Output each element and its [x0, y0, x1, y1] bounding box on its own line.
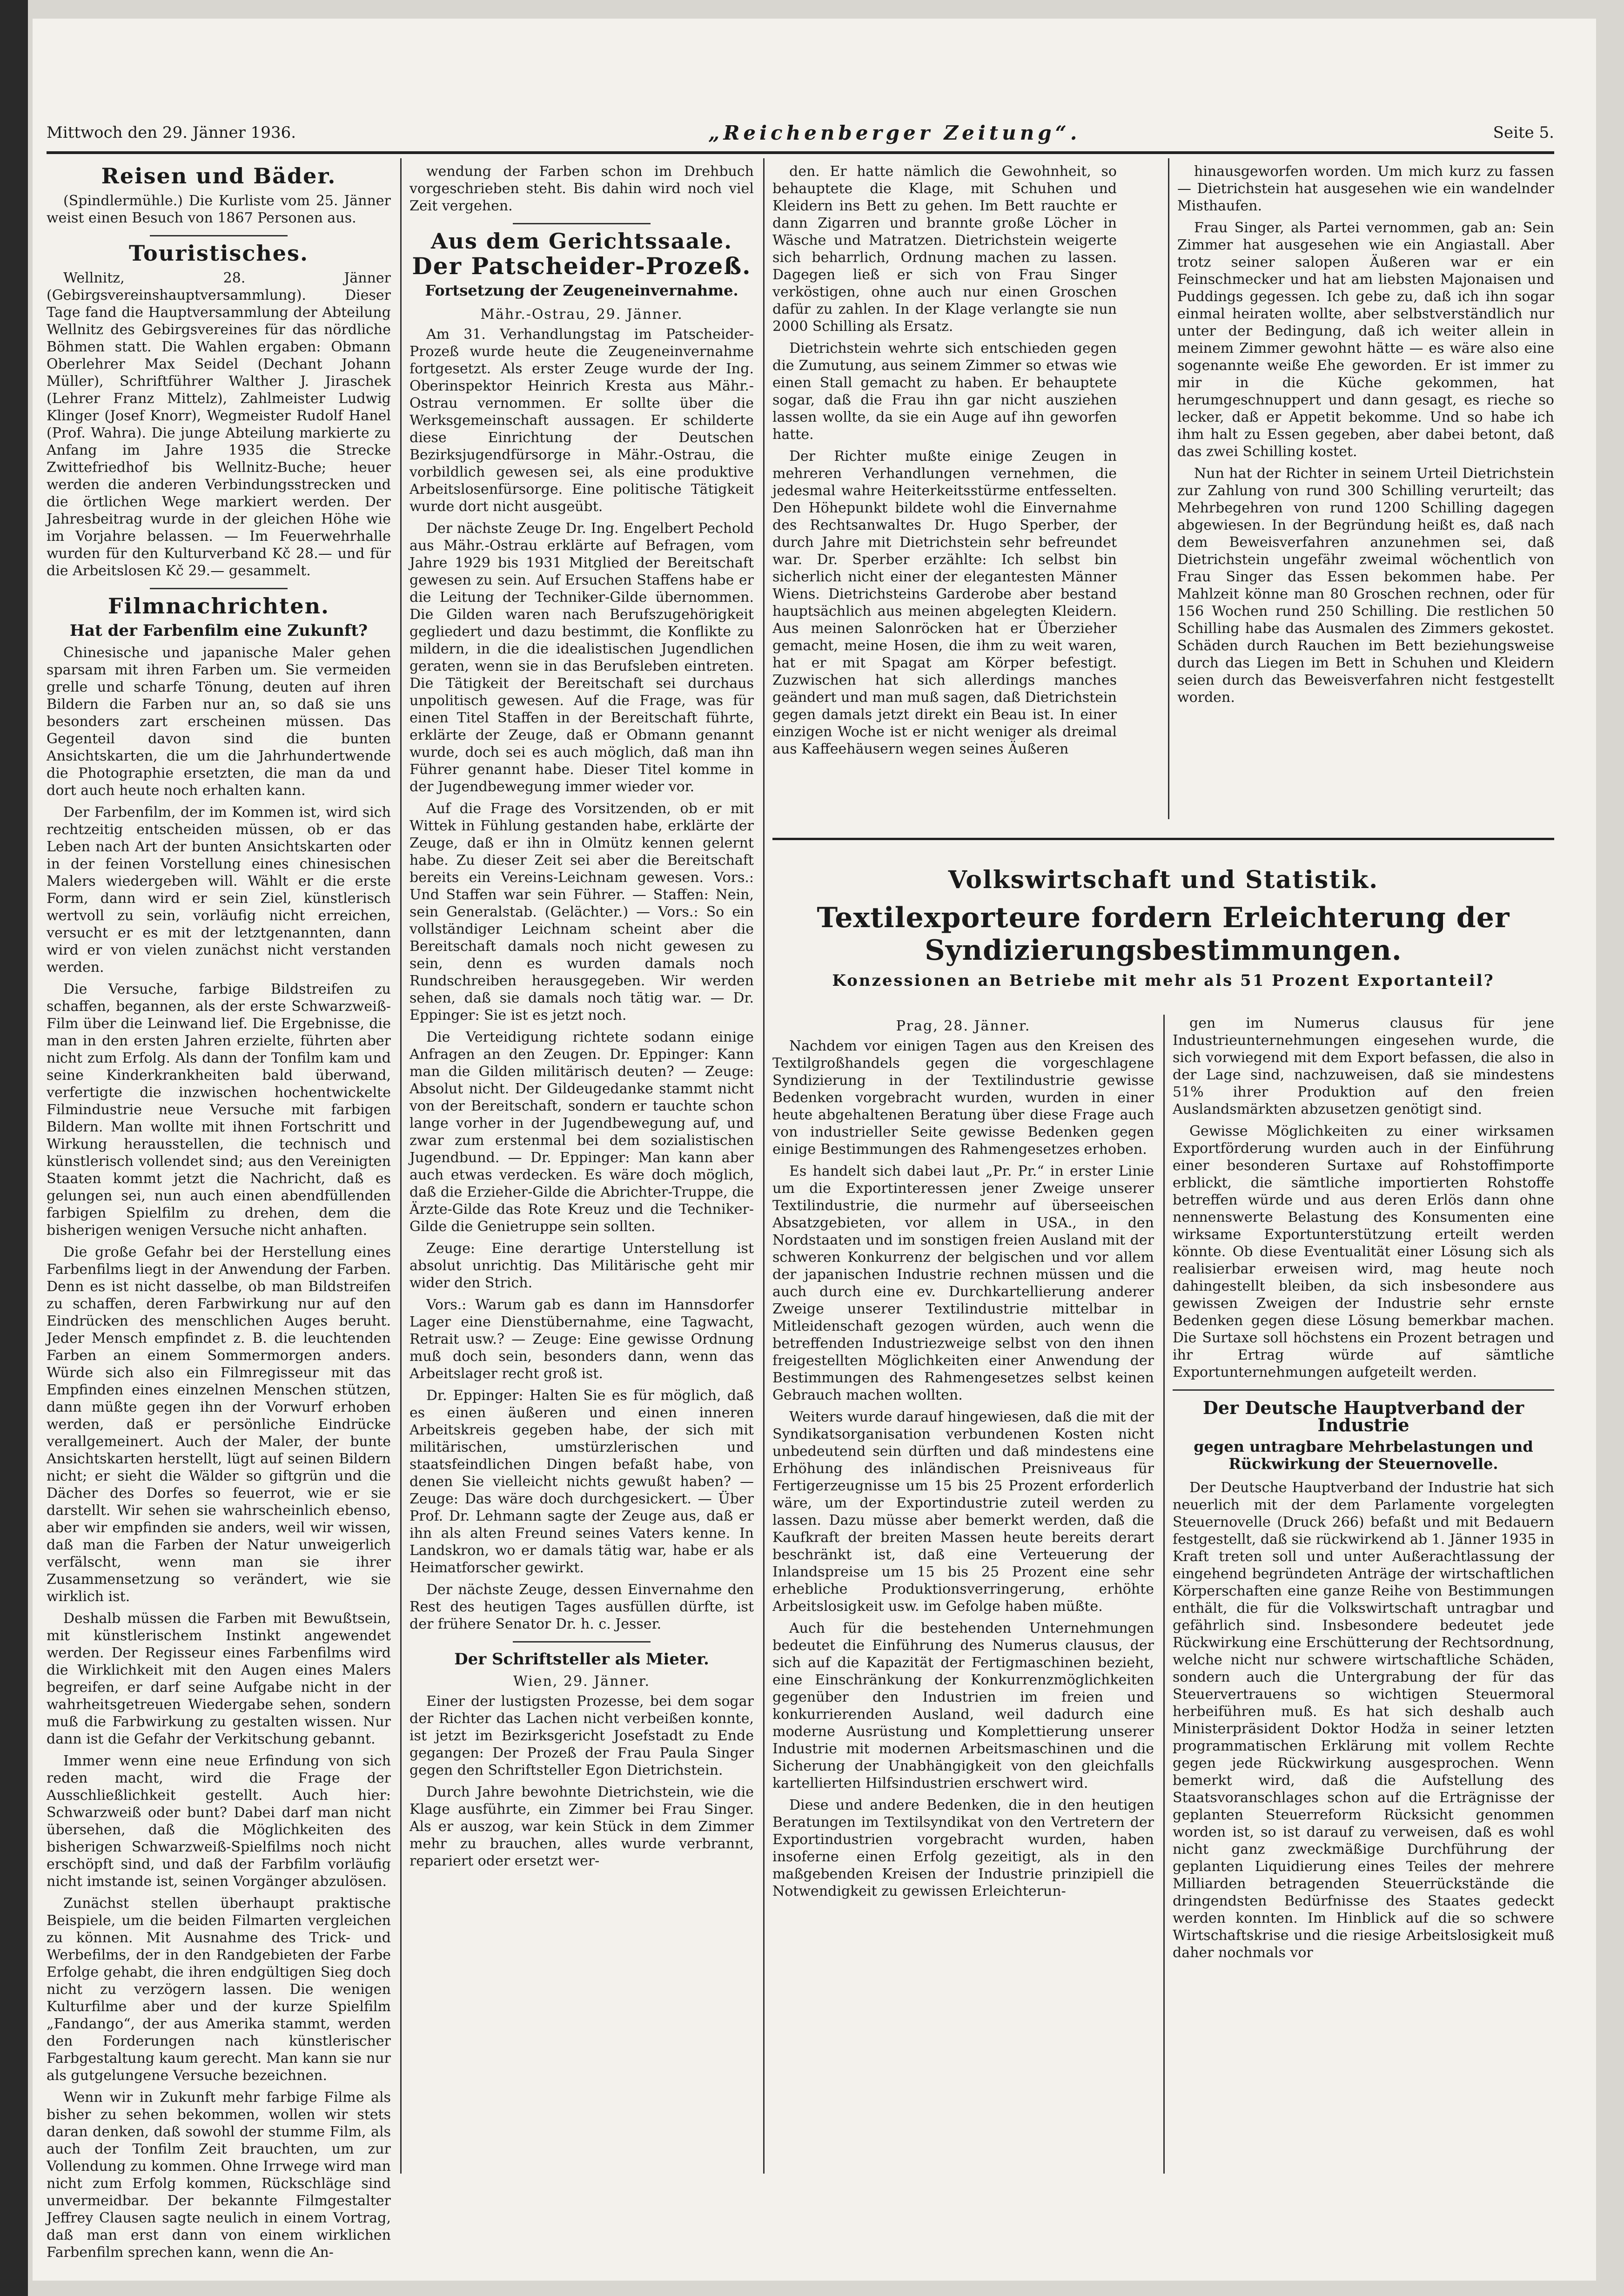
paragraph: Diese und andere Bedenken, die in den heutigen Beratungen im Textilsyndikat von den Vertretern der Exportindustrien vorgebracht wurden, haben insoferne einen Erfolg gezeitigt, als in den maßgebenden Kreisen der Industrie prinzipiell die Notwendigkeit zu gewissen Erleichterun-: [772, 1797, 1154, 1899]
paragraph: Auf die Frage des Vorsitzenden, ob er mit Wittek in Fühlung gestanden habe, erklärte der Zeuge, daß er ihn in Olmütz kennen gelernt habe. Zu dieser Zeit sei aber die Bereitschaft bereits ein Vereins-Leichnam gewesen. Vors.: Und Staffen war sein Führer. — Staffen: Nein, sein Generalstab. (Gelächter.) — Vors.: So ein vollständiger Leichnam scheint aber die Bereitschaft damals noch nicht gewesen zu sein, denn es wurden damals noch Rundschreiben herausgegeben. Wir werden sehen, daß sie damals noch tätig war. — Dr. Eppinger: Sie ist es jetzt noch.: [409, 801, 754, 1023]
paragraph: Auch für die bestehenden Unternehmungen bedeutet die Einführung des Numerus clausus, der sich auf die Kapazität der Fertigmaschinen bezieht, eine Einschränkung der Konkurrenzmöglichkeiten gegenüber den Industrien im freien und konkurrierenden Ausland, weil dadurch eine moderne Ausrüstung und Komplettierung unserer Industrie mit modernen Arbeitsmaschinen und die Sicherung der Unabhängigkeit von den gleichfalls kartellierten Hilfsindustrien erschwert wird.: [772, 1620, 1154, 1791]
separator: [150, 588, 288, 589]
article-headline: Hat der Farbenfilm eine Zukunft?: [69, 621, 368, 640]
paragraph: Der Deutsche Hauptverband der Industrie hat sich neuerlich mit der dem Parlamente vorgelegten Steuernovelle (Druck 266) befaßt und mit Bedauern festgestellt, daß sie rückwirkend ab 1. Jänner 1935 in Kraft treten soll und unter Außerachtlassung der eingehend begründeten Anträge der wirtschaftlichen Körperschaften eine ganze Reihe von Bestimmungen enthält, die für die Volkswirtschaft untragbar und gefährlich sind. Insbesondere bedeutet jede Rückwirkung eine Erschütterung der Rechtsordnung, welche nicht nur schwere wirtschaftliche Schäden, sondern auch die Untergrabung der für das Steuervertrauens so wichtigen Steuermoral herbeiführen muß. Es hat sich deshalb auch Ministerpräsident Doktor Hodža in seiner letzten programmatischen Erklärung mit vollem Rechte gegen jede Rückwirkung ausgesprochen. Wenn bemerkt wird, daß die Aufstellung des Staatsvoranschlages schon auf die Erträgnisse der geplanten Steuerreform Rücksicht genommen worden ist, so ist darauf zu verweisen, daß es wohl nicht ganz zweckmäßige Durchführung der geplanten Liquidierung eines Teiles der mehrere Milliarden betragenden Steuerrückstände die dringendsten Bedürfnisse des Staates gedeckt werden konnten. Im Hinblick auf die so schwere Wirtschaftskrise und die riesige Arbeitslosigkeit muß daher nochmals vor: [1173, 1480, 1554, 1961]
paragraph: Frau Singer, als Partei vernommen, gab an: Sein Zimmer hat ausgesehen wie ein Angiastall. Aber trotz seiner salopen Äußeren war er ein Feinschmecker und hat am liebsten Majonaisen und Puddings gegessen. Ich gebe zu, daß ich ihn sogar einmal heiraten wollte, aber selbstverständlich nur unter der Bedingung, daß ich weiter allein in meinem Zimmer gewohnt hätte — es wäre also eine sogenannte weiße Ehe geworden. Er ist immer zu mir in die Küche gekommen, hat herumgeschnuppert und dann gesagt, es rieche so lecker, daß er Appetit bekomme. Und so habe ich ihm halt zu Essen gegeben, aber dabei betont, daß das zwei Schilling kostet.: [1177, 220, 1554, 460]
paragraph: Chinesische und japanische Maler gehen sparsam mit ihren Farben um. Sie vermeiden grelle und scharfe Tönung, deuten auf ihren Bildern die Farben nur an, so daß sie uns besonders zart erscheinen müssen. Das Gegenteil davon sind die bunten Ansichtskarten, die um die Jahrhundertwende die Photographie ersetzten, die man da und dort auch heute noch erhalten kann.: [47, 645, 391, 799]
article-headline: Der Patscheider-Prozeß.: [412, 252, 752, 280]
paragraph: Die Verteidigung richtete sodann einige Anfragen an den Zeugen. Dr. Eppinger: Kann man die Gilden militärisch deuten? — Zeuge: Absolut nicht. Der Gildeugedanke stammt nicht von der Bereitschaft, sondern er tauchte schon lange vorher in der Jugendbewegung auf, und zwar zum erstenmal bei dem sozialistischen Jugendbund. — Dr. Eppinger: Man kann aber auch etwas verdecken. Es wäre doch möglich, daß die Erzieher-Gilde die Abrichter-Truppe, die Ärzte-Gilde das Rote Kreuz und die Techniker-Gilde die Genietruppe sein sollten.: [409, 1029, 754, 1235]
paragraph: gen im Numerus clausus für jene Industrieunternehmungen eingesehen wurde, die sich vorwiegend mit dem Export befassen, die also in der Lage sind, nachzuweisen, daß sie mindestens 51% ihrer Produktion auf den freien Auslandsmärkten abzusetzen genötigt sind.: [1173, 1015, 1554, 1118]
paragraph: Am 31. Verhandlungstag im Patscheider-Prozeß wurde heute die Zeugeneinvernahme fortgesetzt. Als erster Zeuge wurde der Ing. Oberinspektor Heinrich Kresta aus Mähr.-Ostrau vernommen. Er sollte über die Werksgemeinschaft aussagen. Er schilderte diese Einrichtung der Deutschen Bezirksjugendfürsorge in Mähr.-Ostrau, die vorbildlich gewesen sei, als eine produktive Arbeitslosenfürsorge. Eine politische Tätigkeit wurde dort nicht ausgeübt.: [409, 326, 754, 515]
article-subheadline: Fortsetzung der Zeugeneinvernahme.: [425, 282, 738, 299]
paragraph: wendung der Farben schon im Drehbuch vorgeschrieben steht. Bis dahin wird noch viel Zeit vergehen.: [409, 163, 754, 214]
paragraph: Der Richter mußte einige Zeugen in mehreren Verhandlungen vernehmen, die jedesmal wahre Heiterkeitsstürme entfesselten. Den Höhepunkt bildete wohl die Einvernahme des Rechtsanwaltes Dr. Hugo Sperber, der durch Jahre mit Dietrichstein sehr befreundet war. Dr. Sperber erzählte: Ich selbst bin sicherlich nicht einer der elegantesten Männer Wiens. Dietrichsteins Garderobe aber bestand hauptsächlich aus meinen abgelegten Kleidern. Aus meinen Salonröcken hat er Überzieher gemacht, meine Hosen, die ihm zu weit waren, hat er mit Spagat am Körper befestigt. Zuzwischen hat sich allerdings manches geändert und man muß sagen, daß Dietrichstein gegen damals jetzt direkt ein Beau ist. In einer einzigen Woche ist er nicht weniger als dreimal aus Kaffeehäusern wegen seines Äußeren: [772, 448, 1117, 757]
dateline: Wien, 29. Jänner.: [513, 1673, 651, 1690]
paragraph: Dr. Eppinger: Halten Sie es für möglich, daß es einen äußeren und einen inneren Arbeitskreis gegeben habe, der sich mit militärischen, umstürzlerischen und staatsfeindlichen Dingen befaßt habe, von denen Sie vielleicht nichts gewußt haben? — Zeuge: Das wäre doch durchgesickert. — Über Prof. Dr. Lehmann sagte der Zeuge aus, daß er ihn als alten Freund seines Vaters kenne. In Landskron, wo er damals tätig war, habe er als Heimatforscher gewirkt.: [409, 1387, 754, 1576]
article-headline: Textilexporteure fordern Erleichterung der Syndizierungsbestimmungen.: [817, 902, 1510, 967]
paragraph: den. Er hatte nämlich die Gewohnheit, so behauptete die Klage, mit Schuhen und Kleidern ins Bett zu gehen. Im Bett rauchte er dann Zigarren und brannte große Löcher in Wäsche und Matratzen. Dietrichstein weigerte sich beharrlich, Ordnung machen zu lassen. Dagegen ließ er sich von Frau Singer verköstigen, ohne auch nur einen Groschen dafür zu zahlen. In der Klage verlangte sie nun 2000 Schilling als Ersatz.: [772, 163, 1117, 335]
paragraph: Die große Gefahr bei der Herstellung eines Farbenfilms liegt in der Anwendung der Farben. Denn es ist nicht dasselbe, ob man Bildstreifen zu schaffen, deren Farbwirkung nur auf den Eindrücken des menschlichen Auges beruht. Jeder Mensch empfindet z. B. die leuchtenden Farben an einem Sommermorgen anders. Würde sich also ein Filmregisseur mit das Empfinden eines einzelnen Menschen stützen, dann müßte gegen ihn der Vorwurf erhoben werden, daß er persönliche Eindrücke verallgemeinert. Auch der Maler, der bunte Ansichtskarten herstellt, lügt auf seinen Bildern nicht; er sieht die Wälder so giftgrün und die Dächer des Dorfes so feuerrot, wie er sie darstellt. Wir sehen sie wahrscheinlich ebenso, aber wir empfinden sie anders, weil wir wissen, daß man die Farben der Natur unweigerlich verfälscht, wenn man sie ihrer Zusammensetzung so verändert, wie sie wirklich ist.: [47, 1244, 391, 1605]
section-title-tourism: Touristisches.: [129, 241, 309, 266]
column-6: [1173, 1015, 1554, 2155]
scan-margin: [0, 0, 28, 2296]
header-title: „Reichenberger Zeitung“.: [708, 121, 1081, 144]
separator: [150, 235, 288, 236]
paragraph: Wellnitz, 28. Jänner (Gebirgsvereinshauptversammlung). Dieser Tage fand die Hauptversammlung der Abteilung Wellnitz des Gebirgsvereines für das nördliche Böhmen statt. Die Wahlen ergaben: Obmann Oberlehrer Max Seidel (Dechant Johann Müller), Schriftführer Walther J. Jiraschek (Lehrer Franz Mittelz), Zahlmeister Ludwig Klinger (Josef Knorr), Wegmeister Rudolf Hanel (Prof. Wahra). Die junge Abteilung markierte zu Anfang im Jahre 1935 die Strecke Zwittefriedhof bis Wellnitz-Buche; heuer werden die anderen Verbindungsstrecken und die örtlichen Wege markiert werden. Der Jahresbeitrag wurde in der gleichen Höhe wie im Vorjahre belassen. — Im Feuerwehrhalle wurden für den Kulturverband Kč 28.— und für die Arbeitslosen Kč 29.— gesammelt.: [47, 270, 391, 579]
article-headline: Der Deutsche Hauptverband der Industrie: [1202, 1397, 1524, 1435]
paragraph: hinausgeworfen worden. Um mich kurz zu fassen — Dietrichstein hat ausgesehen wie ein wandelnder Misthaufen.: [1177, 163, 1554, 214]
header-page-number: Seite 5.: [1493, 123, 1554, 142]
column-divider: [400, 158, 402, 2174]
paragraph: Nachdem vor einigen Tagen aus den Kreisen des Textilgroßhandels gegen die vorgeschlagene Syndizierung in der Textilindustrie gewisse Bedenken vorgebracht wurden, wurden in einer heute abgehaltenen Beratung über diese Frage auch von industrieller Seite gewisse Bedenken gegen einige Bestimmungen des Rahmengesetzes erhoben.: [772, 1038, 1154, 1158]
paragraph: Zunächst stellen überhaupt praktische Beispiele, um die beiden Filmarten vergleichen zu können. Mit Ausnahme des Trick- und Werbefilms, der in den Randgebieten der Farbe Erfolge gehabt, die ihren endgültigen Sieg doch nicht zu verzögern lassen. Die wenigen Kulturfilme aber und der kurze Spielfilm „Fandango“, der aus Amerika stammt, werden den Forderungen nach künstlerischer Farbgestaltung kaum gerecht. Man kann sie nur als gutgelungene Versuche bezeichnen.: [47, 1895, 391, 2084]
paragraph: Deshalb müssen die Farben mit Bewußtsein, mit künstlerischem Instinkt angewendet werden. Der Regisseur eines Farbenfilms wird die Wirklichkeit mit den Augen eines Malers begreifen, er darf seine Aufgabe nicht in der wahrheitsgetreuen Wiedergabe sehen, sondern muß die Farbwirkung zu gestalten wissen. Nur dann ist die Gefahr der Verkitschung gebannt.: [47, 1610, 391, 1747]
paragraph: Nun hat der Richter in seinem Urteil Dietrichstein zur Zahlung von rund 300 Schilling verurteilt; das Mehrbegehren von rund 1200 Schilling dagegen abgewiesen. In der Begründung heißt es, daß nach dem Beweisverfahren anzunehmen sei, daß Dietrichstein ungefähr zweimal wöchentlich von Frau Singer das Essen bekommen habe. Per Mahlzeit könne man 80 Groschen rechnen, oder für 156 Wochen rund 250 Schilling. Die restlichen 50 Schilling habe das Ausmalen des Zimmers gekostet. Schäden durch Rauchen im Bett beziehungsweise durch das Liegen im Bett in Schuhen und Kleidern seien durch das Beweisverfahren nicht festgestellt worden.: [1177, 465, 1554, 706]
paragraph: Vors.: Warum gab es dann im Hannsdorfer Lager eine Dienstübernahme, eine Tagwacht, Retrait usw.? — Zeuge: Eine gewisse Ordnung muß doch sein, besonders dann, wenn das Arbeitslager recht groß ist.: [409, 1297, 754, 1382]
dateline: Mähr.-Ostrau, 29. Jänner.: [480, 306, 683, 323]
column-divider: [1163, 1015, 1165, 2174]
column-3: [772, 163, 1117, 824]
separator: [513, 223, 651, 224]
paragraph: Der Farbenfilm, der im Kommen ist, wird sich rechtzeitig entscheiden müssen, ob er das Leben nach Art der bunten Ansichtskarten oder in der feinen Vorstellung eines chinesischen Malers wiedergeben will. Wählt er die erste Form, dann wird er sein Ziel, künstlerisch wertvoll zu sein, vorläufig nicht erreichen, versucht er es mit der letztgenannten, dann wird er von vielen zunächst nicht verstanden werden.: [47, 804, 391, 976]
paragraph: Gewisse Möglichkeiten zu einer wirksamen Exportförderung wurden auch in der Einführung einer besonderen Surtaxe auf Rohstoffimporte erblickt, die sämtliche importierten Rohstoffe betreffen würde und aus deren Erlös dann ohne nennenswerte Belastung des Konsumenten eine wirksame Exportunterstützung erteilt werden könnte. Ob diese Eventualität einer Lösung sich als realisierbar erweisen wird, mag heute noch dahingestellt bleiben, da sich insbesondere aus gewissen Zweigen der Industrie sehr ernste Bedenken gegen diese Lösung bemerkbar machen. Die Surtaxe soll höchstens ein Prozent betragen und ihr Ertrag würde auf sämtliche Exportunternehmungen aufgeteilt werden.: [1173, 1123, 1554, 1380]
section-title-film: Filmnachrichten.: [107, 593, 330, 619]
header-rule: [47, 151, 1554, 154]
column-4: [1177, 163, 1554, 824]
column-divider: [1168, 158, 1169, 819]
page-header: [47, 116, 1554, 149]
paragraph: Dietrichstein wehrte sich entschieden gegen die Zumutung, aus seinem Zimmer so etwas wie einen Stall gemacht zu haben. Er behauptete sogar, daß die Frau ihn gar nicht ausziehen lassen wollte, da sie ein Auge auf ihn geworfen hatte.: [772, 340, 1117, 443]
paragraph: Die Versuche, farbige Bildstreifen zu schaffen, begannen, als der erste Schwarzweiß-Film über die Leinwand lief. Die Ergebnisse, die man in den ersten Jahren erzielte, führten aber nicht zum Erfolg. Als dann der Tonfilm kam und seine Kinderkrankheiten bald überwand, verfertigte die inzwischen hochentwickelte Filmindustrie neue Versuche mit farbigen Bildern. Man wollte mit ihnen Fortschritt und Wirkung herausstellen, die technisch und künstlerisch vollendet sind; aus den Vereinigten Staaten kommt jetzt die Nachricht, daß es gelungen sei, nun auch einen abendfüllenden farbigen Spielfilm zu drehen, dem die bisherigen wenigen Versuche nicht anhaften.: [47, 981, 391, 1239]
section-title-travel: Reisen und Bäder.: [101, 163, 336, 189]
paragraph: Der nächste Zeuge Dr. Ing. Engelbert Pechold aus Mähr.-Ostrau erklärte auf Befragen, vom Jahre 1929 bis 1931 Mitglied der Bereitschaft gewesen zu sein. Auf Ersuchen Staffens habe er die Leitung der Techniker-Gilde übernommen. Die Gilden waren nach Berufszugehörigkeit gegliedert und dazu bestimmt, die Konflikte zu mildern, in die die idealistischen Jugendlichen geraten, wenn sie in das Berufsleben eintreten. Die Tätigkeit der Bereitschaft sei durchaus unpolitisch gewesen. Auf die Frage, was für einen Titel Staffen in der Bereitschaft führte, erklärte der Zeuge, daß er Obmann genannt wurde, doch sei es auch möglich, daß man ihn Führer genannt habe. Dieser Titel komme in der Jugendbewegung immer wieder vor.: [409, 520, 754, 795]
article-subheadline: gegen untragbare Mehrbelastungen und Rückwirkung der Steuernovelle.: [1194, 1438, 1533, 1473]
paragraph: Wenn wir in Zukunft mehr farbige Filme als bisher zu sehen bekommen, wollen wir stets daran denken, daß sowohl der stumme Film, als auch der Tonfilm Zeit brauchten, um zur Vollendung zu kommen. Ohne Irrwege wird man nicht zum Erfolg kommen, Rückschläge sind unvermeidbar. Der bekannte Filmgestalter Jeffrey Clausen sagte neulich in einem Vortrag, daß man erst dann von einem wirklichen Farbenfilm sprechen kann, wenn die An-: [47, 2089, 391, 2261]
paragraph: Einer der lustigsten Prozesse, bei dem sogar der Richter das Lachen nicht verbeißen konnte, ist jetzt im Bezirksgericht Josefstadt zu Ende gegangen: Der Prozeß der Frau Paula Singer gegen den Schriftsteller Egon Dietrichstein.: [409, 1693, 754, 1778]
paragraph: Weiters wurde darauf hingewiesen, daß die mit der Syndikatsorganisation verbundenen Kosten nicht unbedeutend sein dürften und daß mindestens eine Erhöhung des inländischen Preisniveaus für Fertigerzeugnisse um 15 bis 25 Prozent erforderlich wäre, um der Exportindustrie zuteil werden zu lassen. Dazu müsse aber bemerkt werden, daß die Kaufkraft der breiten Massen heute bereits derart beschränkt ist, daß eine Verteuerung der Inlandspreise um 15 bis 25 Prozent eine sehr erhebliche Produktionsverringerung, erhöhte Arbeitslosigkeit usw. im Gefolge haben müßte.: [772, 1409, 1154, 1615]
header-date: Mittwoch den 29. Jänner 1936.: [47, 123, 296, 142]
article-headline: Der Schriftsteller als Mieter.: [454, 1650, 709, 1669]
section-title-economy: Volkswirtschaft und Statistik.: [948, 866, 1379, 894]
column-divider: [763, 847, 765, 2174]
column-2: [409, 163, 754, 2155]
section-title-court: Aus dem Gerichtssaale.: [430, 229, 733, 254]
separator: [513, 1641, 651, 1643]
paragraph: Immer wenn eine neue Erfindung von sich reden macht, wird die Frage der Ausschließlichkeit gestellt. Auch hier: Schwarzweiß oder bunt? Dabei darf man nicht übersehen, daß die Möglichkeiten des bisherigen Schwarzweiß-Spielfilms noch nicht erschöpft sind, und daß der Farbfilm vorläufig nicht imstande ist, seinen Vorgänger abzulösen.: [47, 1753, 391, 1890]
dateline: Prag, 28. Jänner.: [896, 1018, 1031, 1034]
economics-heading-block: [772, 861, 1554, 997]
paragraph: (Spindlermühle.) Die Kurliste vom 25. Jänner weist einen Besuch von 1867 Personen aus.: [47, 193, 391, 226]
paragraph: Zeuge: Eine derartige Unterstellung ist absolut unrichtig. Das Militärische geht mir wider den Strich.: [409, 1240, 754, 1291]
section-rule: [772, 838, 1554, 840]
paragraph: Es handelt sich dabei laut „Pr. Pr.“ in erster Linie um die Exportinteressen jener Zweige unserer Textilindustrie, die nurmehr auf überseeischen Absatzgebieten, vor allem in USA., in den Nordstaaten und im sonstigen freien Ausland mit der schweren Konkurrenz der belgischen und vor allem der japanischen Industrie rechnen müssen und die auch durch eine ev. Durchkartellierung anderer Zweige unserer Textilindustrie mittelbar in Mitleidenschaft gezogen würden, auch wenn die betreffenden Industriezweige selbst von den ihnen freigestellten Möglichkeiten einer Anwendung der Bestimmungen des Rahmengesetzes selbst keinen Gebrauch machen wollten.: [772, 1163, 1154, 1403]
column-divider: [763, 158, 765, 847]
article-subheadline: Konzessionen an Betriebe mit mehr als 51 Prozent Exportanteil?: [832, 971, 1495, 990]
newspaper-page: [33, 19, 1596, 2281]
paragraph: Durch Jahre bewohnte Dietrichstein, wie die Klage ausführte, ein Zimmer bei Frau Singer. Als er auszog, war kein Stück in dem Zimmer mehr zu brauchen, alles wurde verbrannt, repariert oder ersetzt wer-: [409, 1784, 754, 1869]
separator: [1173, 1389, 1554, 1391]
column-5: [772, 1015, 1154, 2155]
column-1: [47, 163, 391, 2261]
paragraph: Der nächste Zeuge, dessen Einvernahme den Rest des heutigen Tages ausfüllen dürfte, ist der frühere Senator Dr. h. c. Jesser.: [409, 1582, 754, 1632]
